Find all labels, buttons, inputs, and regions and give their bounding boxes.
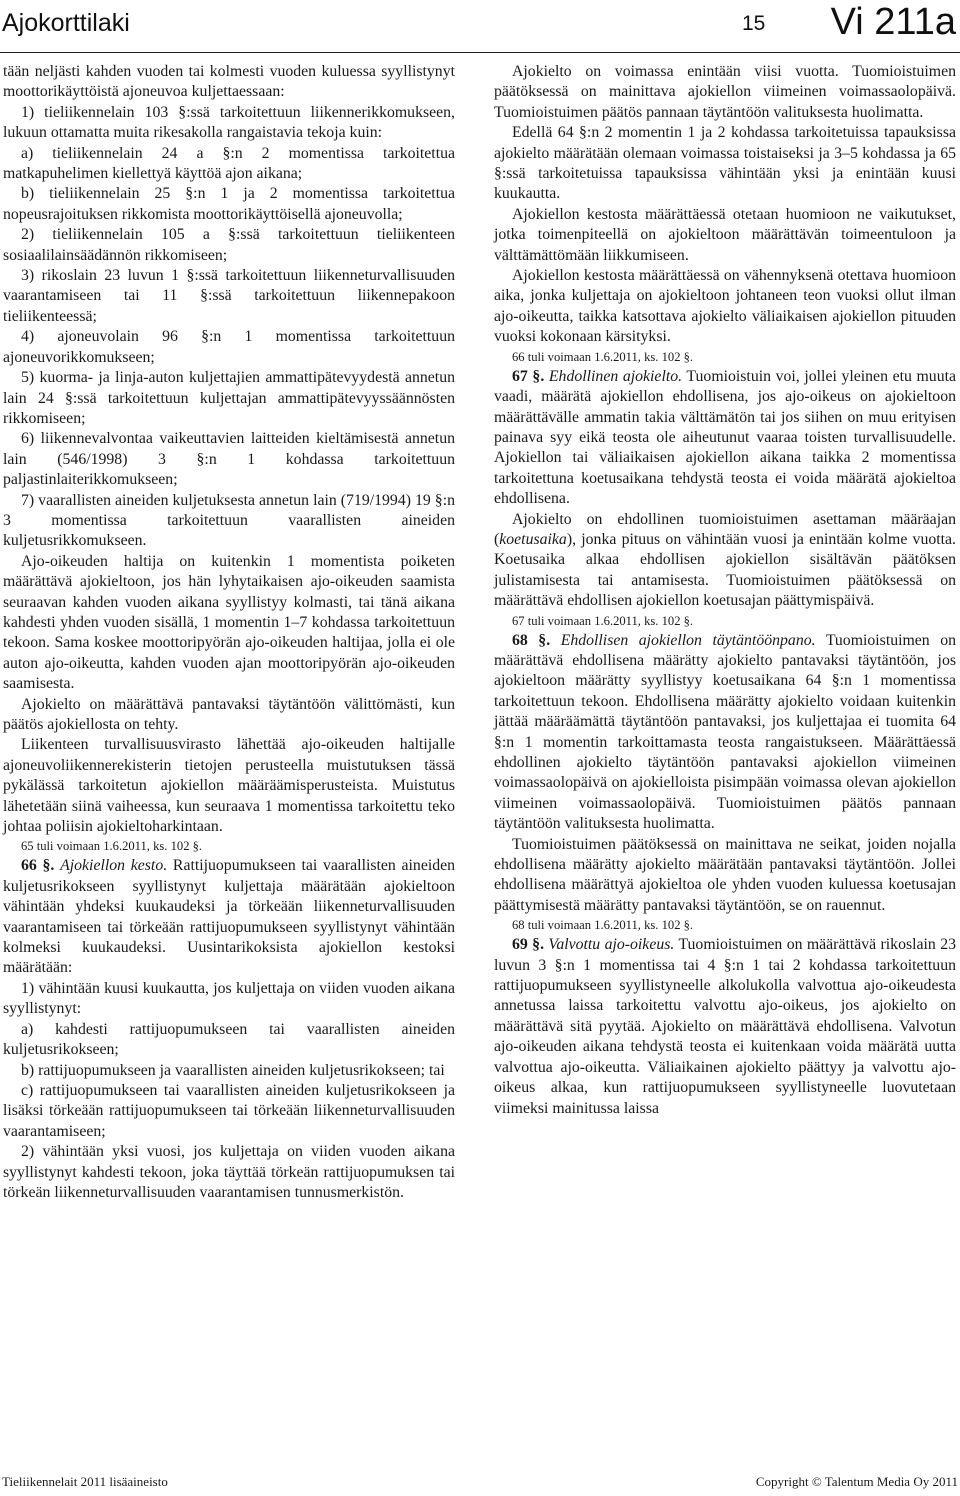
list-item: 5) kuorma- ja linja-auton kuljettajien ammattipätevyydestä annetun lain 24 §:ssä tarkoitettuun kuljettajan ammattipätevyyssäännösten rikkomiseen; <box>3 369 455 427</box>
list-item: 1) tieliikennelain 103 §:ssä tarkoitettuun liikennerikkomukseen, lukuun ottamatta muita rikesakolla rangaistavia tekoja kuin: <box>3 103 455 142</box>
section-number: 67 §. <box>512 367 545 385</box>
paragraph: Ajokielto on määrättävä pantavaksi täytäntöön välittömästi, kun päätös ajokiellosta on tehty. <box>3 695 455 733</box>
list-item: a) kahdesti rattijuopumukseen tai vaarallisten aineiden kuljetusrikokseen; <box>3 1020 455 1059</box>
page-number: 15 <box>742 12 766 35</box>
paragraph: Liikenteen turvallisuusvirasto lähettää ajo-oikeuden haltijalle ajoneuvoliikennerekisterin tietojen perusteella muistutuksen tässä pykälässä tarkoitetun ajokiellon määräämisperusteista. Muistutus lähetetään siinä vaiheessa, kun seuraava 1 momentissa tarkoitettu teko johtaa poliisin ajokieltoharkintaan. <box>3 736 455 836</box>
document-code: Vi 211a <box>830 1 956 43</box>
list-item: 1) vähintään kuusi kuukautta, jos kuljettaja on viiden vuoden aikana syyllistynyt: <box>3 979 455 1018</box>
list-item: b) tieliikennelain 25 §:n 1 ja 2 momentissa tarkoitettua nopeusrajoituksen rikkomista moottorikäyttöisellä ajoneuvolla; <box>3 185 455 223</box>
section-title: Ehdollinen ajokielto. <box>548 367 683 385</box>
text-run: Ajokielto on ehdollinen tuomioistuimen asettaman määräajan ( <box>494 510 956 548</box>
section-67 <box>494 367 956 510</box>
footer-copyright: Copyright © Talentum Media Oy 2011 <box>755 1474 958 1489</box>
amendment-note: 67 tuli voimaan 1.6.2011, ks. 102 §. <box>512 613 694 628</box>
section-text: Rattijuopumukseen tai vaarallisten aineiden kuljetusrikokseen syyllistynyt kuljettaja määrätään ajokieltoon vähintään yhdeksi kuukaudeksi ja törkeään liikenneturvallisuuden vaarantamiseen tai törkeään rattijuopumukseen syyllistynyt vähintään kolmeksi kuukaudeksi. Uusintarikoksista ajokiellon kestoksi määrätään: <box>3 857 456 977</box>
section-69 <box>494 935 956 1119</box>
paragraph: Ajokiellon kestosta määrättäessä otetaan huomioon ne vaikutukset, jotka toimenpiteellä on ajokieltoon määrättävän toimeentuloon ja välttämättömään liikkumiseen. <box>494 205 956 264</box>
paragraph <box>494 510 956 612</box>
page-footer <box>0 1474 960 1494</box>
paragraph: Ajokiellon kestosta määrättäessä on vähennyksenä otettava huomioon aika, jonka kuljettaja on ajokieltoon johtaneen teon vuoksi ollut ilman ajo-oikeutta, taikka katsottava ajokielto väliaikaisen ajokiellon pituuden vuoksi kokonaan kärsityksi. <box>494 267 956 346</box>
list-item: 4) ajoneuvolain 96 §:n 1 momentissa tarkoitettuun ajoneuvorikkomukseen; <box>3 328 455 366</box>
page-header <box>0 0 960 53</box>
list-item: 6) liikennevalvontaa vaikeuttavien laitteiden kieltämisestä annetun lain (546/1998) 3 §:n 1 kohdassa tarkoitettuun paljastinlaiterikkomukseen; <box>3 430 455 489</box>
paragraph: Ajokielto on voimassa enintään viisi vuotta. Tuomioistuimen päätöksessä on mainittava ajokiellon viimeinen voimassaolopäivä. Tuomioistuimen päätös pannaan täytäntöön valituksesta huolimatta. <box>494 63 956 121</box>
section-title: Valvottu ajo-oikeus. <box>548 936 675 954</box>
section-66 <box>3 856 455 978</box>
section-text: Tuomioistuimen on määrättävä ehdollisena määrätty ajokielto pantavaksi täytäntöön, jos ajokieltoon määrätty syyllistyy koetusaikana 64 §:n 1 momentissa tarkoitettuun tekoon. Ehdollisena määrätty ajokielto voidaan kuitenkin jättää määräämättä täytäntöön pantavaksi, jos kuljettajaa ei tuomita 64 §:n 1 momentin tarkoittamasta teosta rangaistukseen. Määrättäessä ehdollinen ajokielto täytäntöön pantavaksi ajokiellon viimeinen voimassaolopäivä on ajokielloista pisimpään voimassa olevan ajokiellon viimeinen voimassaolopäivä. Tuomioistuimen päätös pannaan täytäntöön valituksesta huolimatta. <box>494 631 956 833</box>
paragraph: Tuomioistuimen päätöksessä on mainittava ne seikat, joiden nojalla ehdollisena määrätty ajokielto määrätään pantavaksi täytäntöön. Jollei ehdollisena määrättyä ajokieltoa ole yhden vuoden kuluessa koetusajan päättymisestä määrätty pantavaksi täytäntöön, se on rauennut. <box>494 835 956 914</box>
section-text: Tuomioistuimen on määrättävä rikoslain 23 luvun 3 §:n 1 momentissa tai 4 §:n 1 tai 2 kohdassa tarkoitettuun rattijuopumukseen syyllistyneelle alkolukolla valvottua ajo-oikeudesta annetussa laissa tarkoitettu valvottu ajo-oikeus, jos ajokielto on määrättävä sitä pyytää. Ajokielto on määrättävä ehdollisena. Valvotun ajo-oikeuden aikana tehdystä teosta ei kuitenkaan voida määrätä uutta valvottua ajo-oikeutta. Väliaikainen ajokielto päättyy ja valvottu ajo-oikeus alkaa, kun rattijuopumukseen syyllistyneelle luovutetaan viimeksi mainitussa laissa <box>494 936 956 1117</box>
right-column <box>494 62 956 1119</box>
amendment-note: 66 tuli voimaan 1.6.2011, ks. 102 §. <box>512 349 694 364</box>
list-item: c) rattijuopumukseen tai vaarallisten aineiden kuljetusrikokseen ja lisäksi törkeään rattijuopumukseen tai törkeään liikenneturvallisuuden vaarantamiseen; <box>3 1081 455 1140</box>
list-item: 2) vähintään yksi vuosi, jos kuljettaja on viiden vuoden aikana syyllistynyt kahdesti tekoon, joka täyttää törkeän rattijuopumuksen tai törkeän liikenneturvallisuuden vaarantamisen tunnusmerkistön. <box>3 1143 455 1201</box>
list-item: b) rattijuopumukseen ja vaarallisten aineiden kuljetusrikokseen; tai <box>21 1061 445 1079</box>
paragraph: Edellä 64 §:n 2 momentin 1 ja 2 kohdassa tarkoitetuissa tapauksissa ajokielto määrätään olemaan voimassa toistaiseksi ja 3–5 kohdassa ja 65 §:ssä tarkoitetuissa tapauksissa vähintään yksi ja enintään kuusi kuukautta. <box>494 124 956 203</box>
section-number: 68 §. <box>512 631 551 649</box>
section-text: Tuomioistuin voi, jollei yleinen etu muuta vaadi, määrätä ajokiellon ehdollisena, jos ajo-oikeus on ajokieltoon määrättävälle ammatin takia välttämätön tai jos siihen on muu erityisen painava syy eikä teosta ole aiheutunut vaaraa toisten turvallisuudelle. Ajokiellon tai väliaikaisen ajokiellon aikana taikka 2 momentissa tarkoitettuna koetusaikana tehdystä teosta ei voida määrätä ajokieltoa ehdollisena. <box>494 367 957 508</box>
list-item: 7) vaarallisten aineiden kuljetuksesta annetun lain (719/1994) 19 §:n 3 momentissa tarkoitettuun vaarallisten aineiden kuljetusrikkomukseen. <box>3 491 455 550</box>
paragraph: tään neljästi kahden vuoden tai kolmesti vuoden kuluessa syyllistynyt moottorikäyttöistä ajoneuvoa kuljettaessaan: <box>3 63 455 101</box>
section-title: Ajokiellon kesto. <box>60 857 168 875</box>
list-item: 2) tieliikennelain 105 a §:ssä tarkoitettuun tieliikenteen sosiaalilainsäädännön rikkomiseen; <box>3 226 455 264</box>
defined-term: koetusaika <box>499 530 567 548</box>
footer-publication: Tieliikennelait 2011 lisäaineisto <box>2 1474 168 1489</box>
amendment-note: 68 tuli voimaan 1.6.2011, ks. 102 §. <box>512 918 694 933</box>
list-item: a) tieliikennelain 24 a §:n 2 momentissa tarkoitettua matkapuhelimen kiellettyä käyttöä ajon aikana; <box>3 144 455 183</box>
list-item: 3) rikoslain 23 luvun 1 §:ssä tarkoitettuun liikenneturvallisuuden vaarantamiseen tai 11 §:ssä tarkoitettuun liikennepakoon tieliikenteessä; <box>3 267 455 325</box>
running-title: Ajokorttilaki <box>2 9 130 37</box>
section-title: Ehdollisen ajokiellon täytäntöönpano. <box>560 631 816 649</box>
amendment-note: 65 tuli voimaan 1.6.2011, ks. 102 §. <box>21 839 203 854</box>
section-68 <box>494 631 956 835</box>
section-number: 66 §. <box>21 857 55 875</box>
left-column <box>3 62 455 1203</box>
text-run: ), jonka pituus on vähintään vuosi ja enintään kolme vuotta. Koetusaika alkaa ehdollisen ajokiellon sisältävän päätöksen julistamisesta tai antamisesta. Tuomioistuimen päätöksessä on määrättävä ehdollisen ajokiellon koetusajan päättymispäivä. <box>494 530 956 610</box>
section-number: 69 §. <box>512 936 545 954</box>
paragraph: Ajo-oikeuden haltija on kuitenkin 1 momentista poiketen määrättävä ajokieltoon, jos hän lyhytaikaisen ajo-oikeuden saamista seuraavan kahden vuoden aikana syyllistyy kolmasti, tai tänä aikana kahdesti yhden vuoden sisällä, 1 momentin 1–7 kohdassa tarkoitettuun tekoon. Sama koskee moottoripyörän ajo-oikeuden haltijaa, jolla ei ole auton ajo-oikeutta, kahden vuoden ajan moottoripyörän ajo-oikeuden saamisesta. <box>3 552 455 693</box>
